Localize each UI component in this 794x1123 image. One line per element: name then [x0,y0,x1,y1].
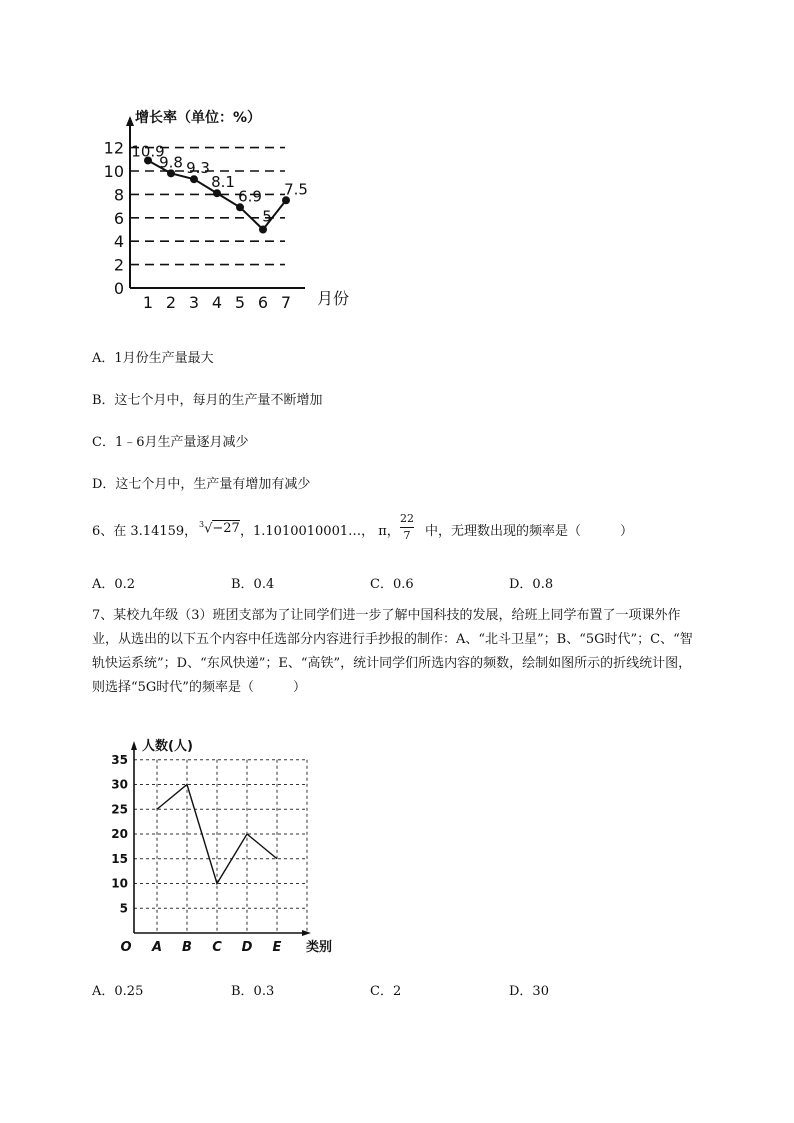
x-tick-label: 5 [234,293,246,310]
q7-option-a: A．0.25 [92,984,144,999]
x-tick-label: E [272,940,282,955]
y-tick-label: 5 [119,901,128,916]
q6-fraction-num: 22 [400,512,414,525]
x-tick-label: D [241,940,253,955]
y-tick-label: 0 [113,279,124,298]
data-label: 9.8 [159,153,183,172]
q5-option-c: C．1﹣6月生产量逐月减少 [92,435,249,450]
x-tick-label: 4 [211,293,223,310]
y-tick-label: 30 [111,777,128,792]
y-tick-label: 35 [111,752,128,767]
x-tick-label: 1 [142,293,154,310]
data-label: 6.9 [238,187,262,206]
q7-option-c: C．2 [370,984,402,999]
q6-fraction-den: 7 [403,529,411,542]
q6-prefix: 6、在 3.14159， [92,524,198,539]
data-label: 9.3 [186,159,210,178]
data-label: 7.5 [284,180,308,199]
x-axis-label: 类别 [306,940,333,955]
y-axis-arrow-icon [126,116,134,126]
y-tick-label: 8 [113,185,124,205]
x-tick-label: A [151,940,163,955]
y-tick-label: 2 [113,255,124,275]
x-tick-label: B [182,940,192,955]
q6-option-b: B．0.4 [231,577,275,592]
q5-option-b: B．这七个月中，每月的生产量不断增加 [92,393,323,408]
y-tick-label: 12 [103,138,124,158]
data-label: 8.1 [211,173,235,192]
data-label: 5 [262,207,272,226]
q6-option-d: D．0.8 [509,577,554,592]
q6-cube-root [199,520,240,536]
y-tick-label: 4 [113,232,124,252]
q6-suffix: 中，无理数出现的频率是（ ） [425,524,634,539]
q6-root-index: 3 [199,520,205,529]
q7-stem: 7、某校九年级（3）班团支部为了让同学们进一步了解中国科技的发展，给班上同学布置了一项课外作业，从选出的以下五个内容中任选部分内容进行手抄报的制作：A、“北斗卫星”；B、“5G时代”；C、“智轨快运系统”；D、“东风快递”；E、“高铁”，统计同学们所选内容的频数，绘制如图所示的折线统计图，则选择“5G时代”的频率是（ ） [92,608,693,695]
x-axis-label: 月份 [317,289,350,308]
y-axis-arrow-icon [131,741,137,750]
q5-option-d: D．这七个月中，生产量有增加有减少 [92,477,311,492]
y-tick-label: 10 [103,162,124,181]
q6-stem [92,514,712,550]
x-tick-label: C [212,940,222,955]
q5-option-a: A．1月份生产量最大 [92,351,214,366]
chart-title: 增长率（单位：%） [135,110,262,126]
x-tick-label: 2 [165,293,177,310]
q6-option-c: C．0.6 [370,577,414,592]
data-point [259,226,267,234]
q6-fraction-bar [400,527,414,528]
y-tick-label: 6 [113,208,124,228]
growth-rate-line-chart [95,100,365,310]
origin-label: O [120,940,132,955]
radical-icon: √ [204,521,213,537]
y-tick-label: 10 [111,876,128,891]
x-tick-label: 7 [280,293,292,310]
q6-radicand: −27 [212,521,240,537]
category-count-line-chart [108,736,348,956]
q6-option-a: A．0.2 [92,577,136,592]
x-axis-arrow-icon [302,930,311,936]
y-tick-label: 15 [111,851,128,866]
x-tick-label: 3 [188,293,200,310]
data-label: 10.9 [131,142,165,161]
y-tick-label: 25 [111,802,128,817]
q7-option-d: D．30 [509,984,549,999]
q7-option-b: B．0.3 [231,984,275,999]
y-tick-label: 20 [111,827,128,841]
q6-middle: ，1.1010010001…， π， [240,524,400,539]
x-tick-label: 6 [257,293,269,310]
y-axis-label: 人数(人) [142,739,193,754]
